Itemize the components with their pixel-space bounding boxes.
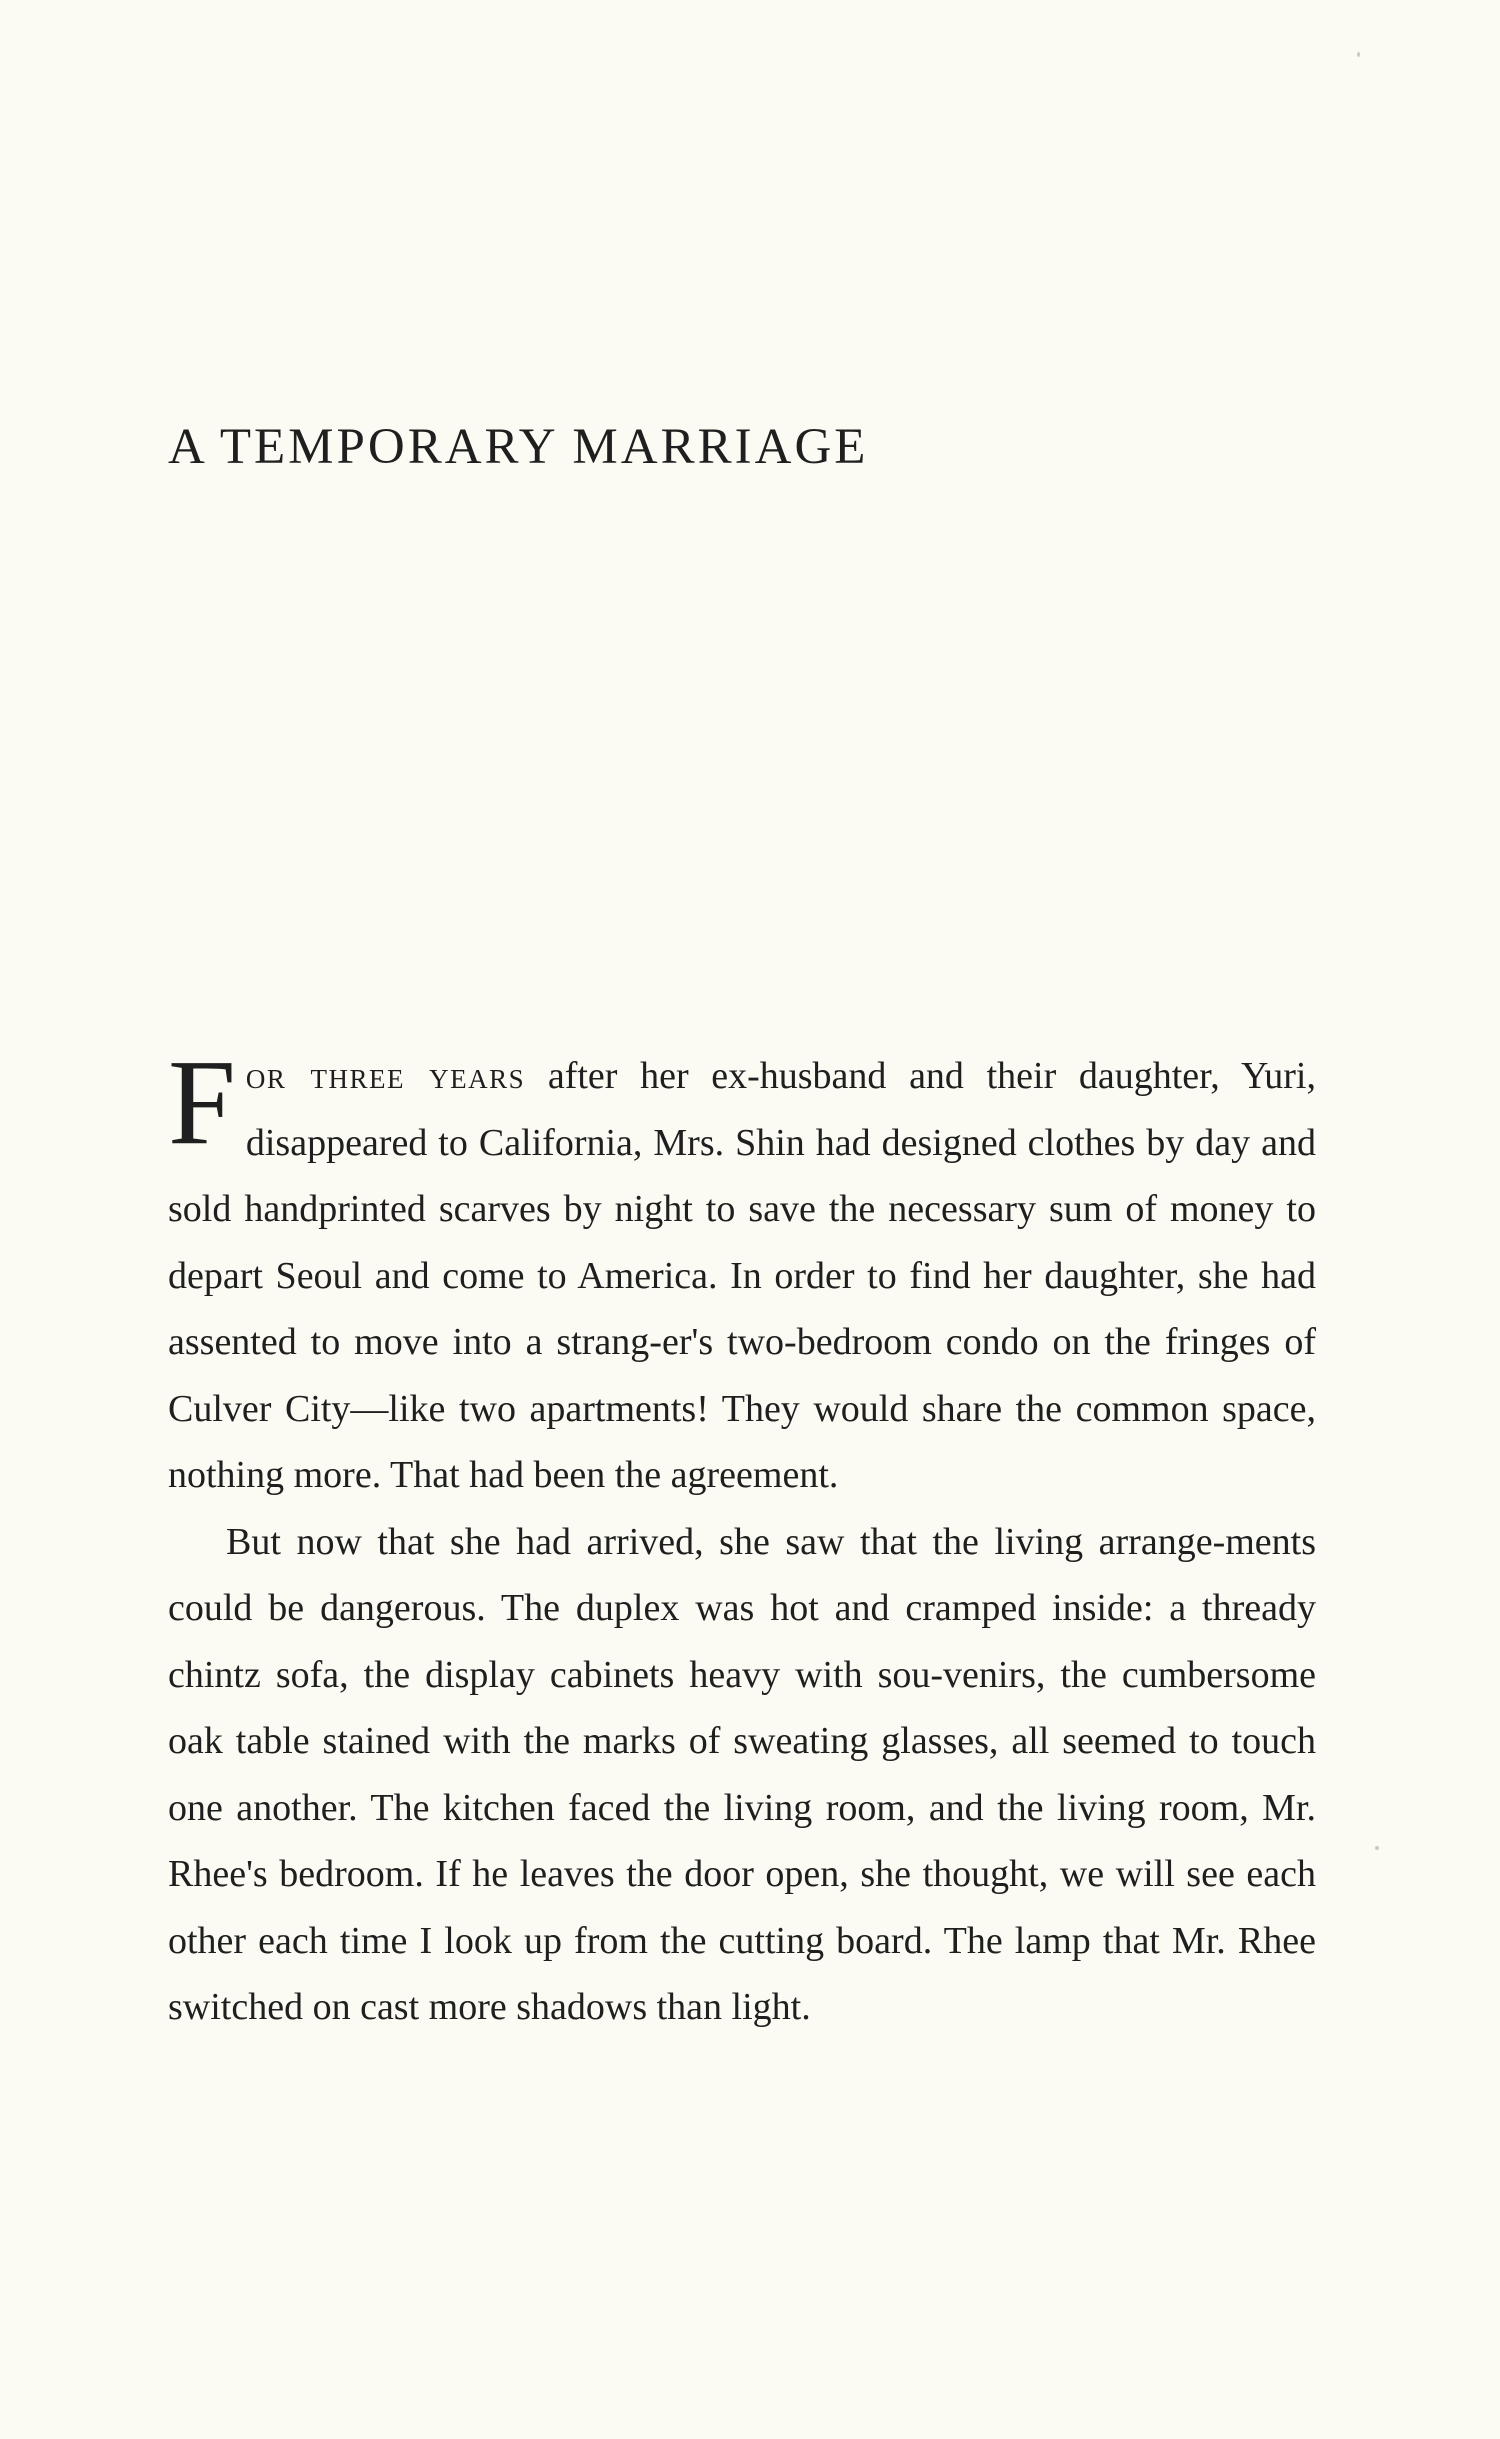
opening-small-caps: or three years: [245, 1055, 526, 1097]
paragraph-1: [168, 1035, 1316, 1509]
paragraph-2: [168, 1509, 1316, 2041]
chapter-title: A TEMPORARY MARRIAGE: [168, 419, 869, 475]
paragraph-2-text: But now that she had arrived, she saw that the living arrange-ments could be dangerous. The duplex was hot and cramped inside: a thready chintz sofa, the display cabinets heavy with sou-venirs, the cumbersome oak table stained with the marks of sweating glasses, all seemed to touch one another. The kitchen faced the living room, and the living room, Mr. Rhee's bedroom. If he leaves the door open, she thought, we will see each other each time I look up from the cutting board. The lamp that Mr. Rhee switched on cast more shadows than light.: [168, 1520, 1316, 2028]
paper-speck: [1375, 1846, 1379, 1850]
paragraph-1-text: after her ex-husband and their daughter, Yuri, disappeared to California, Mrs. Shin had designed clothes by day and sold handprinted scarves by night to save the necessary sum of money to depart Seoul and come to America. In order to find her daughter, she had assented to move into a strang-er's two-bedroom condo on the fringes of Culver City—like two apartments! They would share the common space, nothing more. That had been the agreement.: [168, 1055, 1316, 1496]
chapter-body: [168, 1035, 1316, 2041]
paper-speck: [1357, 52, 1360, 57]
drop-cap: F: [168, 1035, 236, 1170]
